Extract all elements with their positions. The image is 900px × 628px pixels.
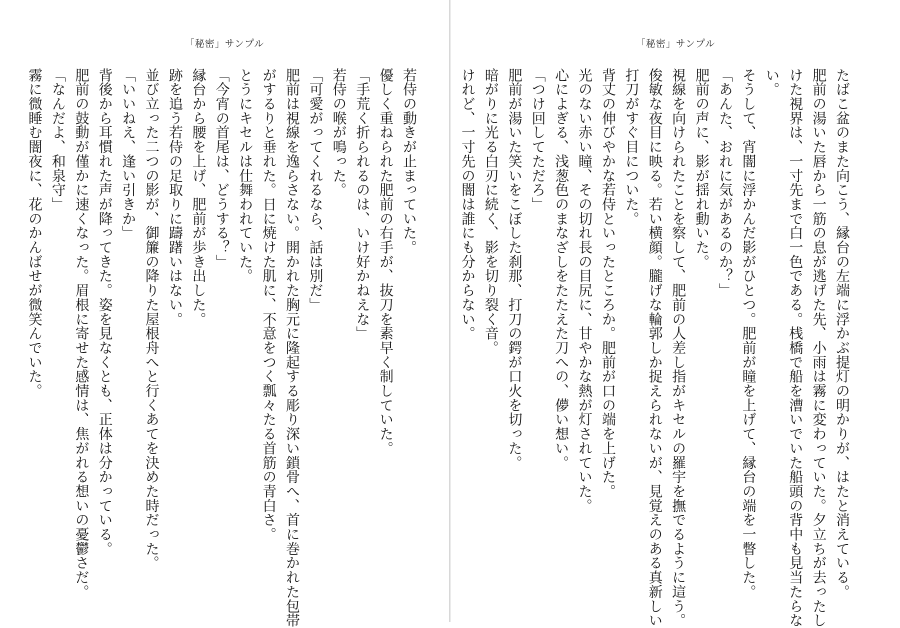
text-line: 若侍の喉が鳴った。 xyxy=(330,68,347,198)
text-line: 「つけ回してただろ」 xyxy=(529,68,546,212)
text-line: そうして、宵闇に浮かんだ影がひとつ。肥前が瞳を上げて、縁台の端を一瞥した。 xyxy=(740,68,757,599)
page-header: 「秘密」サンプル xyxy=(184,39,265,50)
text-line: とうにキセルは仕舞われていた。 xyxy=(237,68,254,284)
text-line: 光のない赤い瞳、その切れ長の目尻に、甘やかな熱が灯されていた。 xyxy=(576,68,593,513)
text-line: 肥前が湯いた笑いをこぼした刹那、打刀の鍔が口火を切った。 xyxy=(506,68,523,470)
text-line: 肥前の声に、影が揺れ動いた。 xyxy=(693,68,710,269)
text-line: い。 xyxy=(763,68,780,97)
left-page xyxy=(0,0,449,628)
text-line: がするりと垂れた。日に焼けた肌に、不意をつく瓢々たる首筋の青白さ。 xyxy=(260,68,277,542)
text-line: けれど、一寸先の闇は誰にも分からない。 xyxy=(459,68,476,341)
text-line: たばこ盆のまた向こう、縁台の左端に浮かぶ提灯の明かりが、はたと消えている。 xyxy=(834,68,850,599)
text-line: 跡を追う若侍の足取りに躊躇いはない。 xyxy=(166,68,183,327)
text-line: 「あんた、おれに気があるのか？」 xyxy=(716,68,733,298)
text-line: 「今宵の首尾は、どうする？」 xyxy=(213,68,230,269)
text-line: 「可愛がってくれるなら、話は別だ」 xyxy=(307,68,324,312)
text-line: 縁台から腰を上げ、肥前が歩き出した。 xyxy=(190,68,207,327)
page-body-text xyxy=(26,68,420,628)
text-line: 俊敏な夜目に映る。若い横顔。朧げな輪郭しか捉えられないが、見覚えのある真新しい xyxy=(646,68,663,628)
right-page xyxy=(451,0,900,628)
text-line: 背丈の伸びやかな若侍といったところか。肥前が口の端を上げた。 xyxy=(599,68,616,499)
text-line: 霧に微睡む闇夜に、花のかんばせが微笑んでいた。 xyxy=(26,68,43,399)
text-line: 肥前の鼓動が僅かに速くなった。眉根に寄せた感情は、焦がれる想いの憂鬱さだ。 xyxy=(73,68,90,599)
text-line: 「いいねえ、逢い引きか」 xyxy=(120,68,137,241)
text-line: 心によぎる、浅葱色のまなざしをたたえた刀への、儚い想い。 xyxy=(553,68,570,470)
text-line: 打刀がすぐ目についた。 xyxy=(623,68,640,226)
text-line: 若侍の動きが止まっていた。 xyxy=(401,68,417,255)
text-line: けた視界は、一寸先まで白一色である。桟橋で船を漕いでいた船頭の背中も見当たらな xyxy=(787,68,804,628)
text-line: 肥前は視線を逸らさない。開かれた胸元に隆起する彫り深い鎖骨へ、首に巻かれた包帯 xyxy=(283,68,300,628)
text-line: 背後から耳慣れた声が降ってきた。姿を見なくとも、正体は分かっている。 xyxy=(96,68,113,556)
page-header: 「秘密」サンプル xyxy=(635,39,716,50)
text-line: 視線を向けられたことを察して、肥前の人差し指がキセルの羅宇を撫でるように這う。 xyxy=(670,68,687,628)
text-line: 並び立った二つの影が、御簾の降りた屋根舟へと行くあてを決めた時だった。 xyxy=(143,68,160,571)
text-line: 暗がりに光る白刃に続く、影を切り裂く音。 xyxy=(482,68,499,355)
text-line: 優しく重ねられた肥前の右手が、抜刀を素早く制していた。 xyxy=(377,68,394,456)
page-body-text xyxy=(459,68,853,628)
text-line: 「なんだよ、和泉守」 xyxy=(49,68,66,212)
text-line: 肥前の湯いた唇から一筋の息が逃げた先、小雨は霧に変わっていた。夕立ちが去ったし xyxy=(810,68,827,628)
text-line: 「手荒く折られるのは、いけ好かねえな」 xyxy=(354,68,371,341)
